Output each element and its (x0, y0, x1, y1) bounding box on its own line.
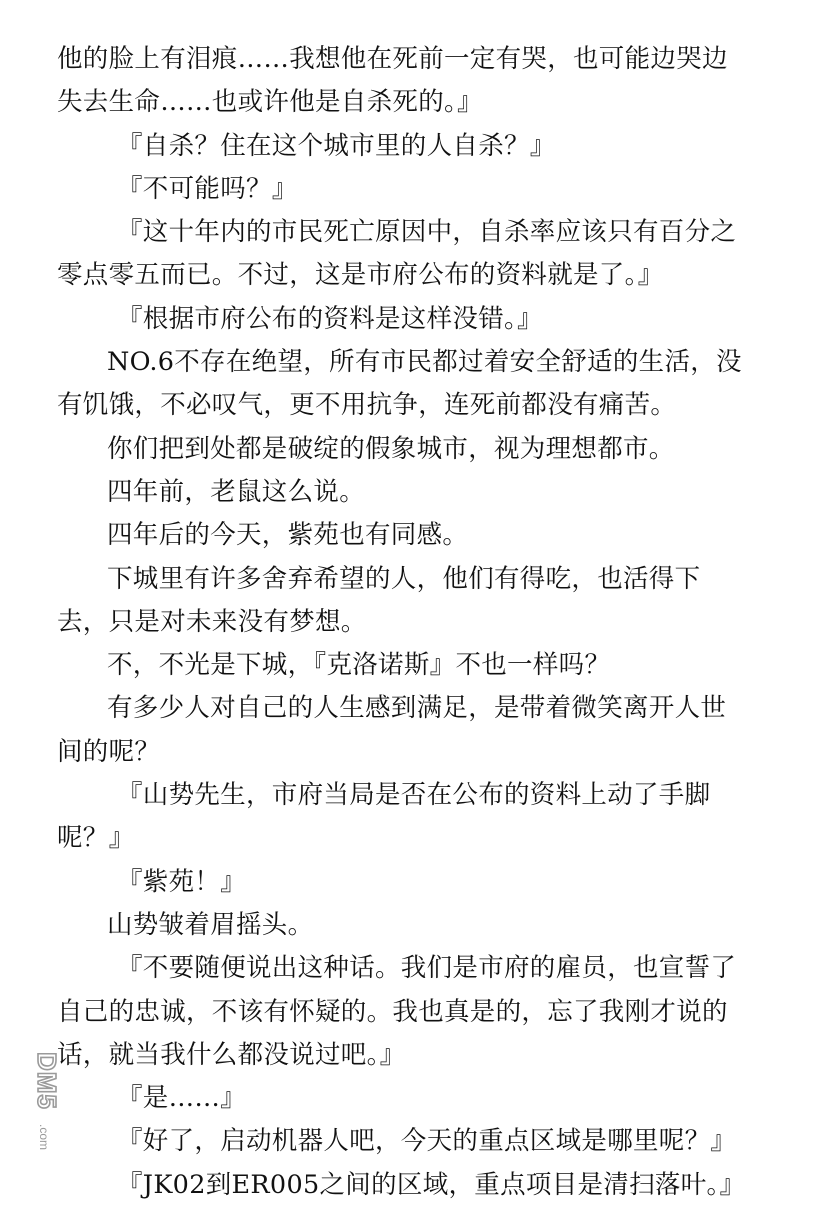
dm5-watermark-logo (8, 1048, 62, 1160)
text-line: 『根据市府公布的资料是这样没错。』 (117, 303, 543, 334)
text-line: 『不要随便说出这种话。我们是市府的雇员，也宣誓了 (117, 953, 737, 984)
text-line: 间的呢？ (57, 736, 161, 767)
text-line: 有饥饿，不必叹气，更不用抗争，连死前都没有痛苦。 (57, 390, 677, 421)
text-line: 山势皱着眉摇头。 (107, 909, 314, 940)
text-line: 他的脸上有泪痕……我想他在死前一定有哭，也可能边哭边 (57, 44, 728, 74)
text-line: 『好了，启动机器人吧，今天的重点区域是哪里呢？』 (117, 1126, 737, 1157)
body-text (57, 38, 757, 1207)
text-line: 『是……』 (117, 1083, 247, 1114)
text-line: 呢？』 (57, 823, 135, 854)
watermark-text: DM5 (32, 1052, 62, 1110)
text-line: 失去生命……也或许他是自杀死的。』 (57, 87, 483, 118)
text-line: NO.6不存在绝望，所有市民都过着安全舒适的生活，没 (107, 347, 742, 378)
text-line: 零点零五而已。不过，这是市府公布的资料就是了。』 (57, 260, 664, 291)
text-line: 四年前，老鼠这么说。 (107, 476, 366, 507)
text-line: 『紫苑！』 (117, 866, 247, 897)
text-line: 自己的忠诚，不该有怀疑的。我也真是的，忘了我刚才说的 (57, 996, 728, 1027)
text-line: 有多少人对自己的人生感到满足，是带着微笑离开人世 (107, 693, 727, 724)
text-line: 『自杀？住在这个城市里的人自杀？』 (117, 130, 556, 161)
text-line: 话，就当我什么都没说过吧。』 (57, 1039, 406, 1070)
text-line: 你们把到处都是破绽的假象城市，视为理想都市。 (107, 433, 675, 464)
watermark-suffix: .com (37, 1124, 51, 1151)
text-line: 去，只是对未来没有梦想。 (57, 606, 367, 637)
text-line: 四年后的今天，紫苑也有同感。 (107, 520, 469, 551)
text-line: 『这十年内的市民死亡原因中，自杀率应该只有百分之 (117, 217, 737, 248)
text-line: 『JK02到ER005之间的区域，重点项目是清扫落叶。』 (117, 1169, 746, 1200)
text-line: 『不可能吗？』 (117, 173, 298, 204)
text-line: 『山势先生，市府当局是否在公布的资料上动了手脚 (117, 780, 711, 811)
text-line: 不，不光是下城，『克洛诺斯』不也一样吗？ (107, 650, 611, 681)
text-line: 下城里有许多舍弃希望的人，他们有得吃，也活得下 (107, 563, 701, 594)
